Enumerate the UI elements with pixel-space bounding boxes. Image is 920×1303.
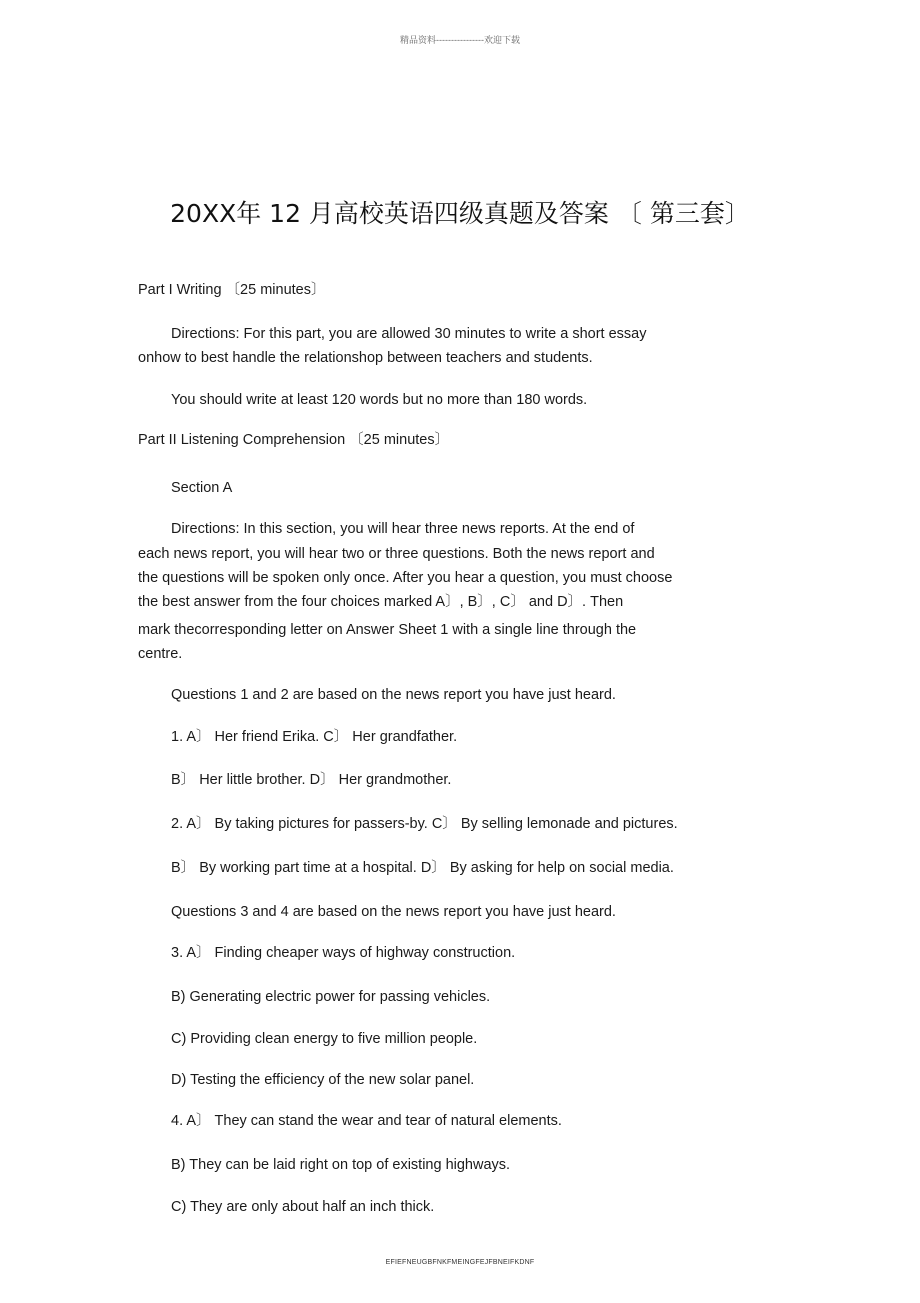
question-4-option: 4. A〕 They can stand the wear and tear of natural elements. (171, 1113, 562, 1129)
questions-1-2-intro: Questions 1 and 2 are based on the news report you have just heard. (171, 687, 616, 703)
part1-heading: Part I Writing 〔25 minutes〕 (138, 282, 326, 298)
part1-word-limit: You should write at least 120 words but no more than 180 words. (171, 392, 588, 408)
directions-line: the best answer from the four choices marked A〕, B〕, C〕 and D〕. Then (138, 594, 624, 610)
question-1-options-ac: 1. A〕 Her friend Erika. C〕 Her grandfather. (171, 729, 458, 745)
question-3-option: 3. A〕 Finding cheaper ways of highway construction. (171, 945, 516, 961)
question-4-option: C) They are only about half an inch thick. (171, 1199, 435, 1215)
page-footer: EFIEFNEUGBFNKFMEINGFEJFBNEIFKDNF (385, 1259, 535, 1266)
part1-directions-line2: onhow to best handle the relationshop between teachers and students. (138, 350, 593, 366)
directions-line: the questions will be spoken only once. After you hear a question, you must choose (138, 570, 673, 586)
directions-line: each news report, you will hear two or three questions. Both the news report and (138, 546, 655, 562)
question-3-option: B) Generating electric power for passing vehicles. (171, 989, 491, 1005)
question-2-options-ac: 2. A〕 By taking pictures for passers-by. C〕 By selling lemonade and pictures. (171, 816, 678, 832)
question-1-options-bd: B〕 Her little brother. D〕 Her grandmother. (171, 772, 452, 788)
section-a-heading: Section A (171, 480, 233, 496)
part1-directions-line1: Directions: For this part, you are allowed 30 minutes to write a short essay (171, 326, 647, 342)
page-header: 精品资料----------------欢迎下载 (400, 35, 520, 45)
question-3-option: D) Testing the efficiency of the new solar panel. (171, 1072, 475, 1088)
question-4-option: B) They can be laid right on top of existing highways. (171, 1157, 511, 1173)
question-3-option: C) Providing clean energy to five million people. (171, 1031, 478, 1047)
part2-heading: Part II Listening Comprehension 〔25 minutes〕 (138, 432, 450, 448)
questions-3-4-intro: Questions 3 and 4 are based on the news report you have just heard. (171, 904, 616, 920)
document-title: 20XX年 12 月高校英语四级真题及答案 〔 第三套〕 (170, 199, 750, 228)
directions-line: mark thecorresponding letter on Answer Sheet 1 with a single line through the (138, 622, 637, 638)
question-2-options-bd: B〕 By working part time at a hospital. D〕 By asking for help on social media. (171, 860, 674, 876)
directions-line: centre. (138, 646, 183, 662)
directions-line: Directions: In this section, you will hear three news reports. At the end of (171, 521, 635, 537)
